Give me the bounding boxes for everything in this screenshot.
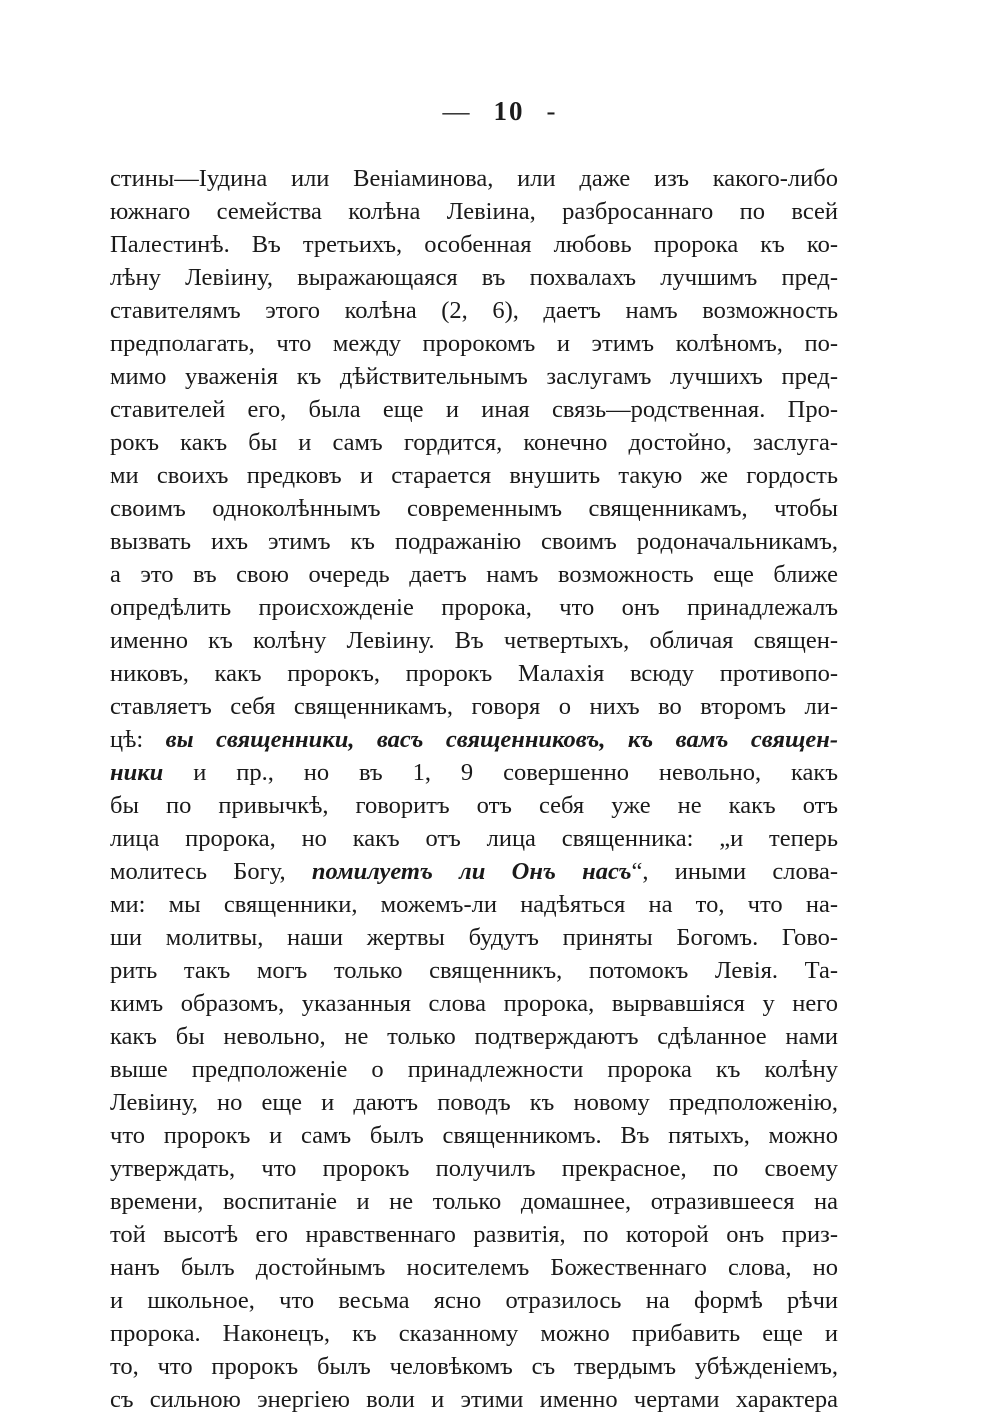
- text-run: Левіину, но еще и даютъ поводъ къ новому предположенію,: [110, 1089, 838, 1116]
- text-line: [110, 261, 838, 294]
- text-run: лѣну Левіину, выражающаяся въ похвалахъ лучшимъ пред-: [110, 264, 838, 291]
- text-line: [110, 690, 838, 723]
- text-run: южнаго семейства колѣна Левіина, разбросаннаго по всей: [110, 198, 838, 225]
- text-run: какъ бы невольно, не только подтверждаютъ сдѣланное нами: [110, 1023, 838, 1050]
- italic-text-run: помилуетъ ли Онъ насъ: [311, 858, 632, 885]
- text-line: [110, 954, 838, 987]
- text-run: ми своихъ предковъ и старается внушить такую же гордость: [110, 462, 838, 489]
- text-line: [110, 888, 838, 921]
- text-line: [110, 459, 838, 492]
- text-run: опредѣлить происхожденіе пророка, что онъ принадлежалъ: [110, 594, 838, 621]
- text-run: стины—Іудина или Веніаминова, или даже изъ какого-либо: [110, 165, 838, 192]
- text-run: ставителямъ этого колѣна (2, 6), даетъ намъ возможность: [110, 297, 838, 324]
- text-line: [110, 426, 838, 459]
- page-number-dash-right: -: [546, 96, 558, 126]
- text-line: [110, 228, 838, 261]
- text-run: пророка. Наконецъ, къ сказанному можно прибавить еще и: [110, 1320, 838, 1347]
- text-run: бы по привычкѣ, говоритъ отъ себя уже не какъ отъ: [110, 792, 838, 819]
- text-line: [110, 789, 838, 822]
- text-line: [110, 1317, 838, 1350]
- text-run: кимъ образомъ, указанныя слова пророка, вырвавшіяся у него: [110, 990, 838, 1017]
- text-line: [110, 525, 838, 558]
- text-run: а это въ свою очередь даетъ намъ возможность еще ближе: [110, 561, 838, 588]
- text-run: ставителей его, была еще и иная связь—родственная. Про-: [110, 396, 838, 423]
- text-line: [110, 1251, 838, 1284]
- text-run: той высотѣ его нравственнаго развитія, по которой онъ приз-: [110, 1221, 838, 1248]
- text-line: [110, 558, 838, 591]
- text-run: и пр., но въ 1, 9 совершенно невольно, какъ: [163, 759, 838, 786]
- text-run: цѣ:: [110, 726, 166, 753]
- text-run: ши молитвы, наши жертвы будутъ приняты Богомъ. Гово-: [110, 924, 838, 951]
- text-run: вызвать ихъ этимъ къ подражанію своимъ родоначальникамъ,: [110, 528, 838, 555]
- text-run: съ сильною энергіею воли и этими именно чертами характера: [110, 1386, 838, 1413]
- text-line: [110, 1053, 838, 1086]
- text-line: [110, 1284, 838, 1317]
- text-line: [110, 492, 838, 525]
- text-run: никовъ, какъ пророкъ, пророкъ Малахія всюду противопо-: [110, 660, 838, 687]
- text-run: предполагать, что между пророкомъ и этимъ колѣномъ, по-: [110, 330, 838, 357]
- text-line: [110, 1218, 838, 1251]
- text-run: “, иными слова-: [631, 858, 838, 885]
- text-run: выше предположеніе о принадлежности пророка къ колѣну: [110, 1056, 838, 1083]
- text-run: нанъ былъ достойнымъ носителемъ Божественнаго слова, но: [110, 1254, 838, 1281]
- text-line: [110, 822, 838, 855]
- text-run: рокъ какъ бы и самъ гордится, конечно достойно, заслуга-: [110, 429, 838, 456]
- text-line: [110, 195, 838, 228]
- text-line: [110, 1152, 838, 1185]
- text-line: [110, 624, 838, 657]
- page-number: [0, 96, 1000, 127]
- text-line: [110, 327, 838, 360]
- text-line: [110, 723, 838, 756]
- text-line: [110, 1185, 838, 1218]
- page-number-value: 10: [493, 96, 525, 126]
- text-run: утверждать, что пророкъ получилъ прекрасное, по своему: [110, 1155, 838, 1182]
- text-run: то, что пророкъ былъ человѣкомъ съ твердымъ убѣжденіемъ,: [110, 1353, 838, 1380]
- text-run: мимо уваженія къ дѣйствительнымъ заслугамъ лучшихъ пред-: [110, 363, 838, 390]
- body-text: [110, 162, 838, 1416]
- text-run: что пророкъ и самъ былъ священникомъ. Въ пятыхъ, можно: [110, 1122, 838, 1149]
- text-run: и школьное, что весьма ясно отразилось на формѣ рѣчи: [110, 1287, 838, 1314]
- text-line: [110, 855, 838, 888]
- text-line: [110, 294, 838, 327]
- text-line: [110, 162, 838, 195]
- italic-text-run: вы священники, васъ священниковъ, къ вамъ священ-: [165, 726, 838, 753]
- text-run: времени, воспитаніе и не только домашнее, отразившееся на: [110, 1188, 838, 1215]
- text-line: [110, 1020, 838, 1053]
- text-line: [110, 591, 838, 624]
- text-run: ми: мы священники, можемъ-ли надѣяться на то, что на-: [110, 891, 838, 918]
- text-line: [110, 1119, 838, 1152]
- text-line: [110, 1350, 838, 1383]
- text-run: молитесь Богу,: [110, 858, 312, 885]
- text-run: именно къ колѣну Левіину. Въ четвертыхъ, обличая священ-: [110, 627, 838, 654]
- text-line: [110, 1086, 838, 1119]
- text-line: [110, 657, 838, 690]
- page-number-dash-left: —: [442, 96, 472, 126]
- text-run: лица пророка, но какъ отъ лица священника: „и теперь: [110, 825, 838, 852]
- text-line: [110, 987, 838, 1020]
- text-run: ставляетъ себя священникамъ, говоря о нихъ во второмъ ли-: [110, 693, 838, 720]
- text-run: рить такъ могъ только священникъ, потомокъ Левія. Та-: [110, 957, 838, 984]
- text-line: [110, 393, 838, 426]
- text-line: [110, 756, 838, 789]
- text-line: [110, 360, 838, 393]
- text-line: [110, 921, 838, 954]
- italic-text-run: ники: [110, 759, 164, 786]
- text-run: Палестинѣ. Въ третьихъ, особенная любовь пророка къ ко-: [110, 231, 838, 258]
- text-run: своимъ одноколѣннымъ современнымъ священникамъ, чтобы: [110, 495, 838, 522]
- text-line: [110, 1383, 838, 1416]
